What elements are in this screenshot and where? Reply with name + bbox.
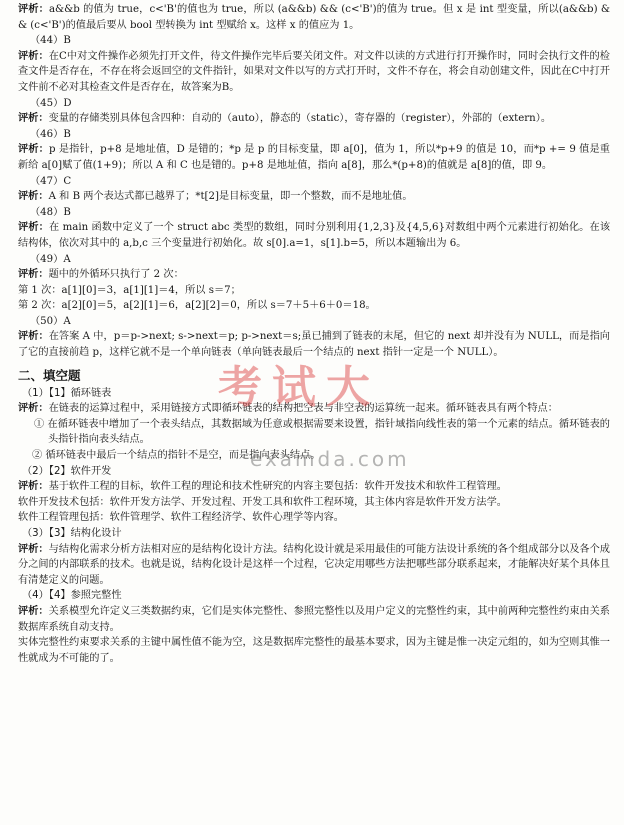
answer-49: （49）A	[30, 253, 71, 265]
answer-50: （50）A	[30, 315, 71, 327]
fill-answer-2: （2）【2】软件开发	[22, 465, 112, 477]
explanation-label: 评析：	[18, 143, 49, 156]
answer-48: （48）B	[30, 206, 71, 218]
explanation-46: 评析：p 是指针，p+8 是地址值，D 是错的；*p 是 p 的目标变量，即 a[0]，值为 1，所以*p+9 的值是 10，而*p += 9 值是重新给 a[0]赋了值(1+9)；所以 A 和 C 也是错的。p+8 是地址值，指向 a[8]，那么*(p+8)的值就是 a[8]的值，即 9。	[18, 143, 610, 171]
fill-answer-3: （3）【3】结构化设计	[22, 528, 122, 539]
answer-46: （46）B	[30, 128, 71, 140]
fill-explanation-1: 评析：在链表的运算过程中，采用链接方式即循环链表的结构把空表与非空表的运算统一起来。循环链表具有两个特点：	[18, 402, 558, 415]
explanation-label: 评析：	[18, 480, 49, 493]
explanation-45: 评析：变量的存储类别具体包含四种：自动的（auto），静态的（static），寄存器的（register），外部的（extern）。	[18, 112, 552, 125]
explanation-label: 评析：	[18, 604, 49, 617]
document-page	[18, 2, 610, 666]
explanation-label: 评析：	[18, 49, 49, 62]
answer-44: （44）B	[30, 35, 71, 47]
fill-explanation-1-point1: ① 在循环链表中增加了一个表头结点，其数据域为任意或根据需要来设置，指针域指向线性表的第一个元素的结点。循环链表的头指针指向表头结点。	[34, 418, 610, 446]
explanation-50: 评析：在答案 A 中，p＝p->next; s->next＝p; p->next＝s;虽已捕到了链表的末尾，但它的 next 却并没有为 NULL，而是指向了它的直接前趋 p，这样它就不是一个单向链表（单向链表最后一个结点的 next 指针一定是一个 NULL）。	[18, 330, 610, 359]
explanation-label: 评析：	[18, 268, 49, 281]
section-heading-fill-in: 二、填空题	[18, 367, 81, 383]
watermark-url: examda.com	[250, 447, 410, 471]
explanation-label: 评析：	[18, 542, 49, 555]
watermark-logo: 考试大	[218, 362, 380, 413]
explanation-49-step2: 第 2 次：a[2][0]＝5，a[2][1]＝6，a[2][2]＝0，所以 s＝7＋5＋6＋0＝18。	[18, 300, 376, 312]
explanation-label: 评析：	[18, 190, 49, 203]
fill-explanation-2-dev: 软件开发技术包括：软件开发方法学、开发过程、开发工具和软件工程环境，其主体内容是软件开发方法学。	[18, 496, 507, 508]
explanation-label: 评析：	[18, 221, 49, 234]
fill-answer-1: （1）【1】循环链表	[22, 387, 112, 399]
fill-explanation-4: 评析：关系模型允许定义三类数据约束，它们是实体完整性、参照完整性以及用户定义的完整性约束，其中前两种完整性约束由关系数据库系统自动支持。	[18, 604, 610, 633]
fill-explanation-2-mgmt: 软件工程管理包括：软件管理学、软件工程经济学、软件心理学等内容。	[18, 512, 344, 524]
explanation-47: 评析：A 和 B 两个表达式都已越界了；*t[2]是目标变量，即一个整数，而不是地址值。	[18, 190, 413, 203]
explanation-49-step1: 第 1 次：a[1][0]＝3，a[1][1]＝4，所以 s＝7；	[18, 284, 241, 296]
explanation-49: 评析：题中的外循环只执行了 2 次：	[18, 268, 184, 281]
fill-explanation-1-point2: ② 循环链表中最后一个结点的指针不是空，而是指向表头结点。	[32, 450, 321, 462]
fill-explanation-2: 评析：基于软件工程的目标，软件工程的理论和技术性研究的内容主要包括：软件开发技术和软件工程管理。	[18, 480, 507, 493]
explanation-label: 评析：	[18, 3, 49, 15]
fill-answer-4: （4）【4】参照完整性	[22, 590, 122, 602]
explanation-43: 评析：a&&b 的值为 true，c<'B'的值也为 true，所以 (a&&b) && (c<'B')的值为 true。但 x 是 int 型变量，所以(a&&b) && (c<'B')的值最后要从 bool 型转换为 int 型赋给 x。这样 x 的值应为 1。	[18, 3, 610, 31]
answer-47: （47）C	[30, 175, 72, 187]
explanation-label: 评析：	[18, 112, 49, 125]
explanation-label: 评析：	[18, 330, 49, 343]
fill-explanation-4-entity: 实体完整性约束要求关系的主键中属性值不能为空，这是数据库完整性的最基本要求，因为主键是惟一决定元组的，如为空则其惟一性就成为不可能的了。	[18, 637, 610, 664]
explanation-44: 评析：在C中对文件操作必须先打开文件，待文件操作完毕后要关闭文件。对文件以读的方式进行打开操作时，同时会执行文件的检查文件是否存在，不存在将会返回空的文件指针，如果对文件以写的方式打开时，文件不存在，将会自动创建文件，因此在C中打开文件前不必对其检查文件是否存在，故答案为B。	[18, 49, 610, 93]
explanation-48: 评析：在 main 函数中定义了一个 struct abc 类型的数组，同时分别利用{1,2,3}及{4,5,6}对数组中两个元素进行初始化。在该结构体，依次对其中的 a,b,c 三个变量进行初始化。故 s[0].a=1，s[1].b=5，所以本题输出为 6。	[18, 221, 610, 249]
explanation-label: 评析：	[18, 402, 49, 415]
answer-45: （45）D	[30, 97, 72, 109]
fill-explanation-3: 评析：与结构化需求分析方法相对应的是结构化设计方法。结构化设计就是采用最佳的可能方法设计系统的各个组成部分以及各个成分之间的内部联系的技术。也就是说，结构化设计是这样一个过程，它决定用哪些方法把哪些部分联系起来，才能解决好某个具体且有清楚定义的问题。	[18, 542, 610, 586]
